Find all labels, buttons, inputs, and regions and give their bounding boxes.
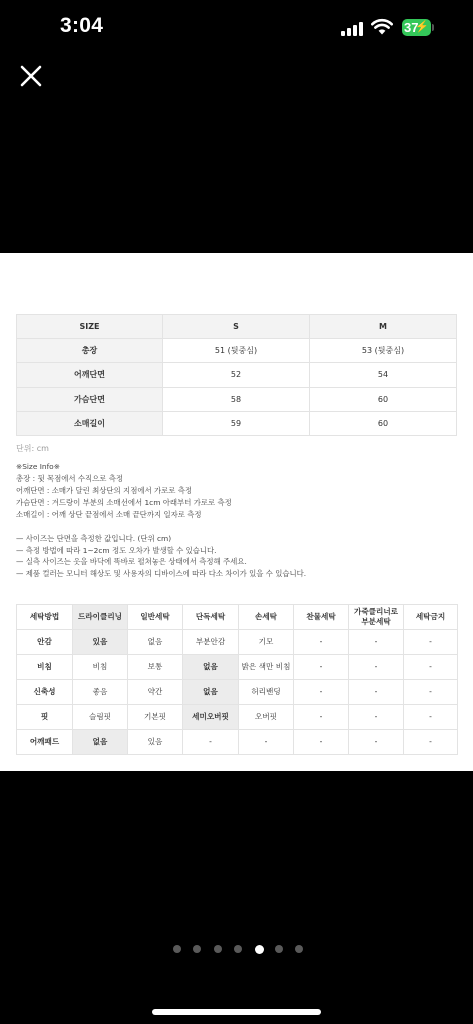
care-cell: 없음: [183, 655, 239, 680]
care-row-label: 안감: [17, 630, 73, 655]
care-cell: 슬림핏: [73, 705, 128, 730]
size-cell: 52: [163, 363, 310, 387]
care-row-label: 비침: [17, 655, 73, 680]
care-cell: -: [404, 630, 458, 655]
size-info: [16, 461, 232, 520]
pager-dot[interactable]: [234, 945, 242, 953]
care-cell: 오버핏: [239, 705, 294, 730]
care-cell: 없음: [183, 680, 239, 705]
table-row: [17, 655, 458, 680]
care-cell: -: [294, 705, 349, 730]
care-row-label: 신축성: [17, 680, 73, 705]
size-cell: 60: [310, 387, 457, 411]
size-header-cell: M: [310, 315, 457, 339]
care-cell: 좋음: [73, 680, 128, 705]
close-icon: [17, 62, 45, 90]
care-cell: 세미오버핏: [183, 705, 239, 730]
care-cell: -: [294, 680, 349, 705]
close-button[interactable]: [17, 62, 45, 90]
care-table: [16, 604, 458, 755]
size-cell: 51 (뒷중심): [163, 339, 310, 363]
size-cell: 58: [163, 387, 310, 411]
care-cell: 부분안감: [183, 630, 239, 655]
unit-note: 단위: cm: [16, 444, 49, 453]
size-cell: 54: [310, 363, 457, 387]
size-info-line: 총장 : 뒷 목점에서 수직으로 측정: [16, 473, 124, 483]
care-cell: -: [294, 655, 349, 680]
care-cell: -: [404, 705, 458, 730]
care-cell: 허리밴딩: [239, 680, 294, 705]
care-header-cell: 세탁금지: [404, 605, 458, 630]
care-cell: 기모: [239, 630, 294, 655]
note-line: — 사이즈는 단면을 측정한 값입니다. (단위 cm): [16, 534, 172, 543]
care-cell: -: [349, 680, 404, 705]
table-row: [17, 339, 457, 363]
size-header-cell: S: [163, 315, 310, 339]
table-row: [17, 680, 458, 705]
care-cell: 있음: [128, 730, 183, 755]
care-cell: 없음: [128, 630, 183, 655]
size-header-cell: SIZE: [17, 315, 163, 339]
care-cell: -: [183, 730, 239, 755]
size-row-label: 가슴단면: [17, 387, 163, 411]
size-cell: 60: [310, 411, 457, 435]
care-cell: -: [404, 680, 458, 705]
size-info-line: ※Size Info※: [16, 462, 60, 471]
care-header-cell: 가죽클리너로 부분세탁: [349, 605, 404, 630]
size-row-label: 어깨단면: [17, 363, 163, 387]
wifi-icon: [371, 18, 393, 35]
care-header-cell: 세탁방법: [17, 605, 73, 630]
care-cell: -: [239, 730, 294, 755]
care-cell: 보통: [128, 655, 183, 680]
size-row-label: 총장: [17, 339, 163, 363]
care-cell: -: [349, 655, 404, 680]
care-header-cell: 일반세탁: [128, 605, 183, 630]
note-line: — 제품 컬러는 모니터 해상도 및 사용자의 디바이스에 따라 다소 차이가 있을 수 있습니다.: [16, 569, 307, 579]
pager-dot[interactable]: [255, 945, 264, 954]
table-row: [17, 387, 457, 411]
care-cell: 기본핏: [128, 705, 183, 730]
pager-dot[interactable]: [295, 945, 303, 953]
size-cell: 53 (뒷중심): [310, 339, 457, 363]
table-row: [17, 363, 457, 387]
size-table: [16, 314, 457, 436]
care-row-label: 어깨패드: [17, 730, 73, 755]
pager-dot[interactable]: [275, 945, 283, 953]
care-header-cell: 찬물세탁: [294, 605, 349, 630]
note-line: — 측정 방법에 따라 1~2cm 정도 오차가 발생할 수 있습니다.: [16, 545, 217, 555]
size-notes: [16, 533, 306, 580]
care-cell: -: [294, 730, 349, 755]
care-cell: -: [349, 630, 404, 655]
care-cell: -: [404, 655, 458, 680]
size-table-header: [17, 315, 457, 339]
care-cell: -: [349, 730, 404, 755]
care-cell: 없음: [73, 730, 128, 755]
care-header-cell: 단독세탁: [183, 605, 239, 630]
pager-dot[interactable]: [214, 945, 222, 953]
status-time: 3:04: [60, 14, 104, 37]
size-cell: 59: [163, 411, 310, 435]
home-indicator[interactable]: [152, 1009, 321, 1015]
table-row: [17, 630, 458, 655]
battery-cap: [432, 24, 434, 31]
note-line: — 실측 사이즈는 옷을 바닥에 똑바로 펼쳐놓은 상태에서 측정해 주세요.: [16, 557, 247, 567]
pager-dot[interactable]: [193, 945, 201, 953]
table-row: [17, 705, 458, 730]
care-cell: 비침: [73, 655, 128, 680]
pager-dot[interactable]: [173, 945, 181, 953]
care-header-cell: 드라이클리닝: [73, 605, 128, 630]
table-row: [17, 730, 458, 755]
care-table-header: [17, 605, 458, 630]
cellular-signal-icon: [341, 21, 365, 36]
battery-icon: 37 ⚡: [404, 20, 429, 35]
size-info-line: 어깨단면 : 소매가 달린 최상단의 지점에서 가로로 측정: [16, 485, 193, 495]
battery-level: 37: [404, 20, 419, 35]
care-cell: -: [404, 730, 458, 755]
care-cell: 있음: [73, 630, 128, 655]
care-row-label: 핏: [17, 705, 73, 730]
care-cell: -: [349, 705, 404, 730]
care-header-cell: 손세탁: [239, 605, 294, 630]
size-info-line: 소매길이 : 어깨 상단 끝점에서 소매 끝단까지 일자로 측정: [16, 509, 202, 519]
size-row-label: 소매길이: [17, 411, 163, 435]
care-cell: -: [294, 630, 349, 655]
care-cell: 밝은 색만 비침: [239, 655, 294, 680]
status-bar: [0, 0, 473, 56]
table-row: [17, 411, 457, 435]
size-info-line: 가슴단면 : 겨드랑이 부분의 소매선에서 1cm 아래부터 가로로 측정: [16, 497, 232, 507]
care-cell: 약간: [128, 680, 183, 705]
